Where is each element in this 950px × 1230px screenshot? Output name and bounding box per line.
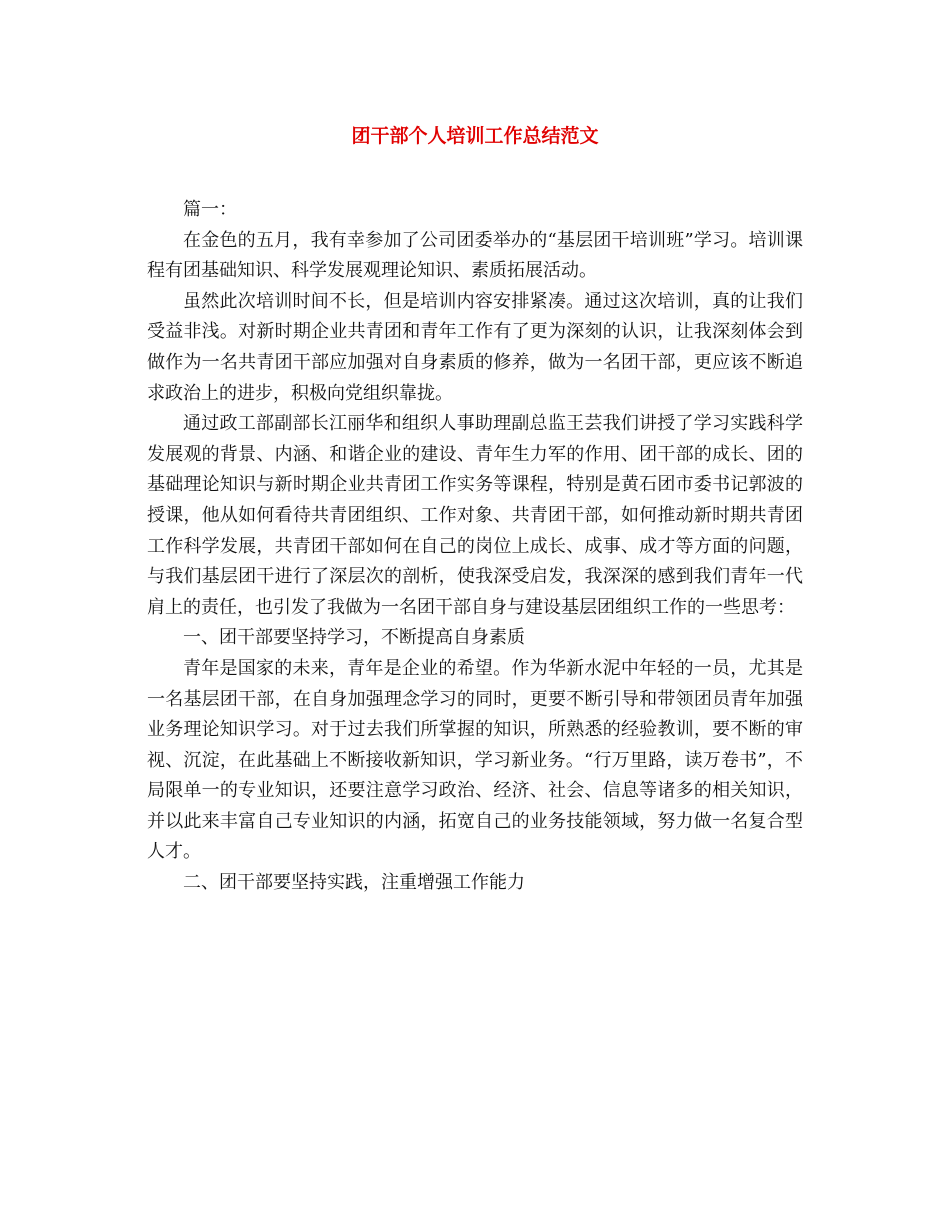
section-heading: 一、团干部要坚持学习，不断提高自身素质: [183, 627, 525, 649]
document-body: [147, 195, 803, 899]
paragraph: 青年是国家的未来，青年是企业的希望。作为华新水泥中年轻的一员，尤其是一名基层团干部，在自身加强理念学习的同时，更要不断引导和带领团员青年加强业务理论知识学习。对于过去我们所掌握的知识，所熟悉的经验教训，要不断的审视、沉淀，在此基础上不断接收新知识，学习新业务。“行万里路，读万卷书”，不局限单一的专业知识，还要注意学习政治、经济、社会、信息等诸多的相关知识，并以此来丰富自己专业知识的内涵，拓宽自己的业务技能领域，努力做一名复合型人才。: [147, 657, 803, 863]
paragraph: 在金色的五月，我有幸参加了公司团委举办的“基层团干培训班”学习。培训课程有团基础知识、科学发展观理论知识、素质拓展活动。: [147, 229, 803, 282]
document-title: 团干部个人培训工作总结范文: [351, 125, 599, 147]
section-heading: 二、团干部要坚持实践，注重增强工作能力: [183, 872, 525, 894]
paragraph-section-label: 篇一：: [183, 199, 237, 220]
paragraph: 虽然此次培训时间不长，但是培训内容安排紧凑。通过这次培训，真的让我们受益非浅。对新时期企业共青团和青年工作有了更为深刻的认识，让我深刻体会到做作为一名共青团干部应加强对自身素质的修养，做为一名团干部，更应该不断追求政治上的进步，积极向党组织靠拢。: [147, 290, 803, 404]
paragraph: 通过政工部副部长江丽华和组织人事助理副总监王芸我们讲授了学习实践科学发展观的背景、内涵、和谐企业的建设、青年生力军的作用、团干部的成长、团的基础理论知识与新时期企业共青团工作实务等课程，特别是黄石团市委书记郭波的授课，他从如何看待共青团组织、工作对象、共青团干部，如何推动新时期共青团工作科学发展，共青团干部如何在自己的岗位上成长、成事、成才等方面的问题，与我们基层团干进行了深层次的剖析，使我深受启发，我深深的感到我们青年一代肩上的责任，也引发了我做为一名团干部自身与建设基层团组织工作的一些思考：: [147, 413, 803, 618]
